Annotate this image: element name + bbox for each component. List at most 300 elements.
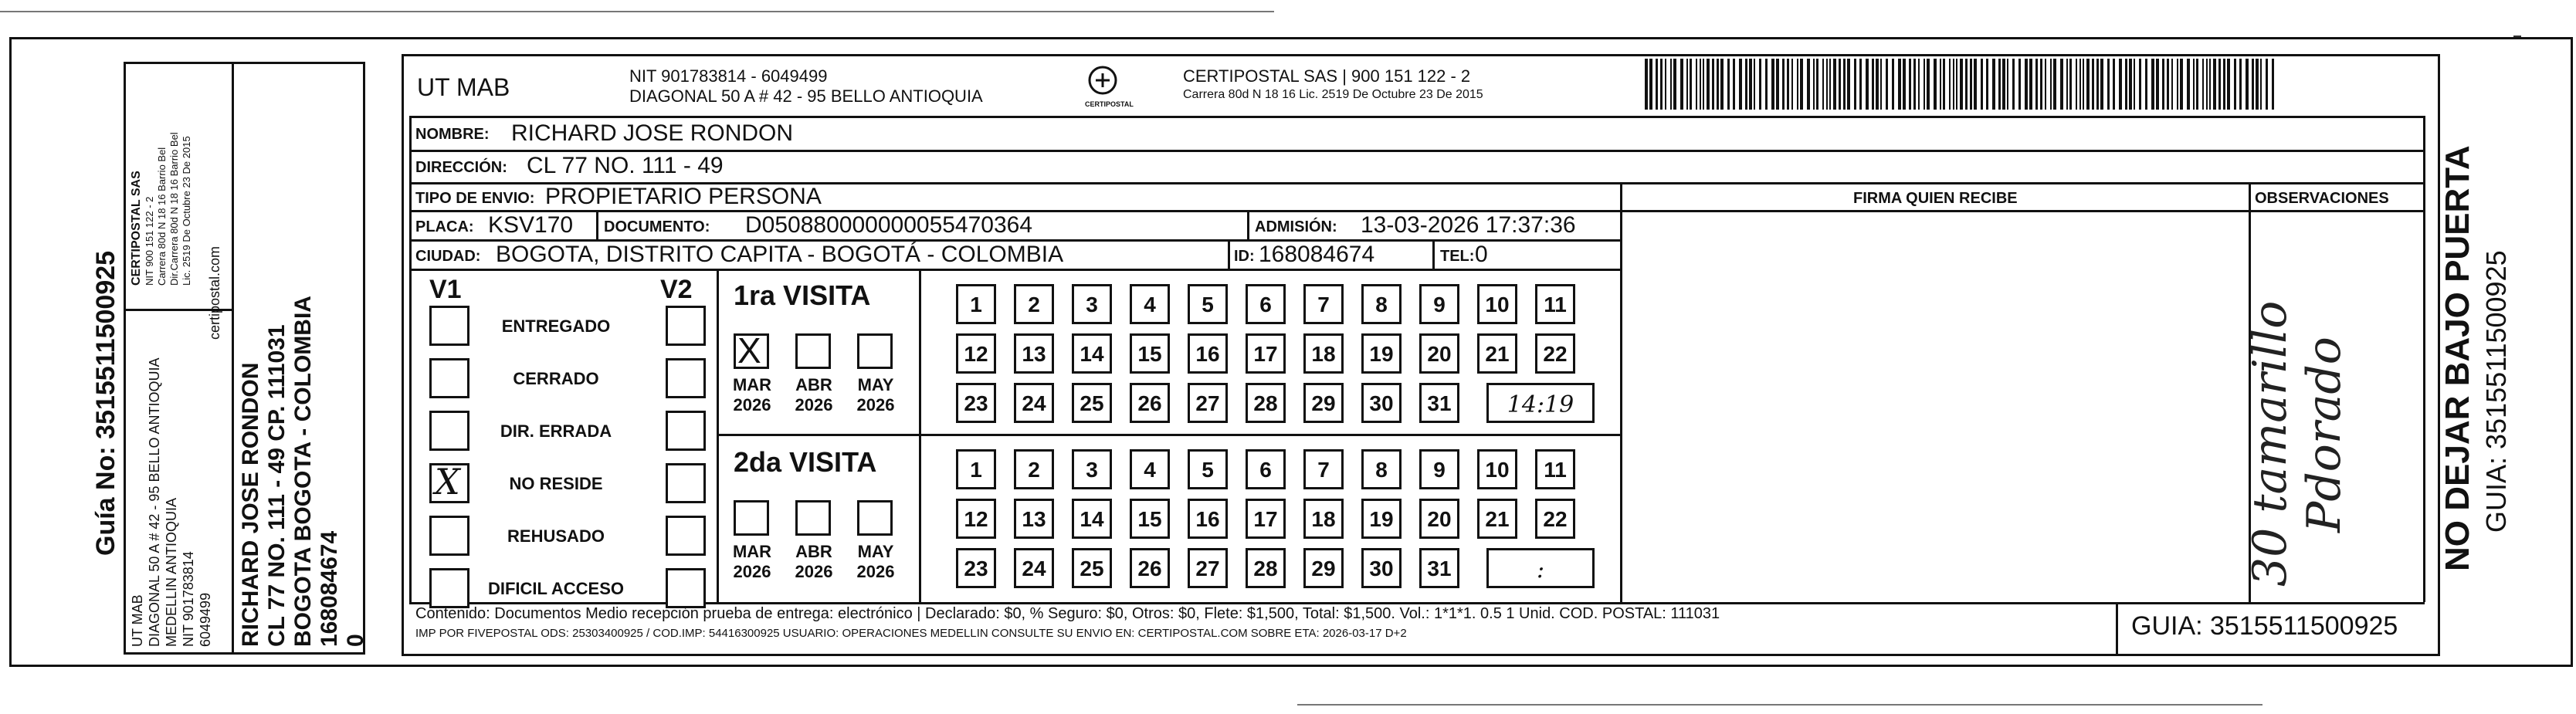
day-number: 13 — [1022, 342, 1046, 366]
header-cp-name: CERTIPOSTAL SAS | 900 151 122 - 2 — [1183, 66, 1471, 86]
year-label: 2026 — [856, 562, 895, 581]
v2-checkbox[interactable] — [666, 358, 706, 398]
barcode-bar — [1703, 59, 1704, 110]
barcode-bar — [2202, 59, 2204, 110]
day-number: 6 — [1259, 458, 1272, 482]
barcode-bar — [1656, 59, 1658, 110]
time-box[interactable] — [1486, 548, 1595, 588]
day-box[interactable] — [1188, 548, 1228, 588]
day-box[interactable] — [1361, 499, 1402, 539]
barcode-bar — [1800, 59, 1803, 110]
month-checkbox[interactable] — [734, 330, 769, 371]
barcode-bar — [1686, 59, 1688, 110]
documento-value: D050880000000055470364 — [745, 212, 1033, 238]
v1-checkbox[interactable] — [429, 411, 469, 451]
stub-divider-1 — [124, 62, 126, 655]
barcode-bar — [2113, 59, 2115, 110]
barcode-bar — [1918, 59, 1920, 110]
month-mark: X — [737, 330, 761, 371]
reason-label: NO RESIDE — [509, 474, 603, 493]
barcode-bar — [2083, 59, 2084, 110]
barcode-bar — [2035, 59, 2038, 110]
day-number: 8 — [1375, 293, 1388, 316]
barcode-bar — [1970, 59, 1972, 110]
barcode-bar — [2139, 59, 2141, 110]
day-number: 31 — [1427, 557, 1452, 580]
day-box[interactable] — [1014, 383, 1054, 423]
observation-handwriting-2: Pdorado — [2297, 337, 2351, 533]
admision-label: ADMISIÓN: — [1255, 218, 1337, 235]
day-box[interactable] — [1130, 383, 1170, 423]
barcode-bar — [1754, 59, 1755, 110]
day-number: 6 — [1259, 293, 1272, 316]
no-dejar-text: NO DEJAR BAJO PUERTA — [2439, 145, 2476, 571]
day-box[interactable] — [1072, 499, 1112, 539]
day-box[interactable] — [1361, 548, 1402, 588]
v2-checkbox[interactable] — [666, 568, 706, 608]
header-nit: NIT 901783814 - 6049499 — [629, 66, 828, 86]
day-box[interactable] — [1361, 284, 1402, 324]
day-box[interactable] — [1014, 548, 1054, 588]
barcode-bar — [1953, 59, 1954, 110]
day-box[interactable] — [1477, 333, 1517, 374]
v2-label: V2 — [660, 275, 693, 304]
day-box[interactable] — [1130, 284, 1170, 324]
barcode-bar — [2260, 59, 2262, 110]
barcode-bar — [2079, 59, 2081, 110]
day-number: 31 — [1427, 391, 1452, 415]
month-checkbox[interactable] — [795, 500, 831, 536]
day-number: 11 — [1544, 293, 1567, 316]
barcode-bar — [2177, 59, 2178, 110]
grid-h6 — [409, 269, 1622, 271]
day-box[interactable] — [1072, 383, 1112, 423]
day-box[interactable] — [1188, 383, 1228, 423]
day-number: 15 — [1137, 342, 1162, 366]
time-box[interactable] — [1486, 383, 1595, 423]
v1-checkbox[interactable] — [429, 463, 469, 503]
guia-bottom: GUIA: 3515511500925 — [2131, 611, 2398, 641]
day-box[interactable] — [1477, 499, 1517, 539]
month-label: MAR — [732, 542, 772, 561]
barcode-bar — [2206, 59, 2208, 110]
barcode-bar — [2096, 59, 2099, 110]
day-box[interactable] — [1072, 449, 1112, 489]
day-number: 2 — [1028, 293, 1040, 316]
barcode-bar — [2156, 59, 2159, 110]
barcode-bar — [2252, 59, 2254, 110]
documento-label: DOCUMENTO: — [604, 218, 710, 235]
barcode-bar — [1859, 59, 1862, 110]
ciudad-value: BOGOTA, DISTRITO CAPITA - BOGOTÁ - COLOMBIA — [496, 242, 1064, 267]
day-number: 16 — [1195, 507, 1220, 531]
contenido-text: Contenido: Documentos Medio recepción prueba de entrega: electrónico | Declarado: $0, % Seguro: $0, Otros: $0, Flete: $1,500, Total: $1,500. Vol.: 1*1*1. 0.5 1 Unid. COD. POSTAL: 111031 — [415, 605, 1720, 622]
day-number: 23 — [964, 557, 988, 580]
firma-label: FIRMA QUIEN RECIBE — [1853, 190, 2018, 207]
barcode-bar — [1898, 59, 1901, 110]
v2-checkbox[interactable] — [666, 463, 706, 503]
admision-value: 13-03-2026 17:37:36 — [1361, 212, 1576, 238]
month-label: MAY — [857, 542, 894, 561]
day-number: 5 — [1202, 293, 1214, 316]
barcode-bar — [2266, 59, 2268, 110]
tel-label: TEL: — [1440, 248, 1475, 265]
day-number: 20 — [1427, 342, 1452, 366]
day-box[interactable] — [1130, 548, 1170, 588]
barcode-bar — [1903, 59, 1906, 110]
month-label: ABR — [795, 375, 832, 394]
day-number: 13 — [1022, 507, 1046, 531]
day-box[interactable] — [1014, 284, 1054, 324]
barcode-bar — [2107, 59, 2110, 110]
stub-divider-2 — [232, 62, 234, 655]
day-box[interactable] — [1419, 383, 1459, 423]
header-cp-address: Carrera 80d N 18 16 Lic. 2519 De Octubre 23 De 2015 — [1183, 88, 1483, 101]
barcode-bar — [1940, 59, 1941, 110]
day-box[interactable] — [1477, 449, 1517, 489]
barcode-bar — [1765, 59, 1768, 110]
day-number: 26 — [1137, 557, 1162, 580]
barcode-bar — [2002, 59, 2005, 110]
day-box[interactable] — [1419, 284, 1459, 324]
barcode-bar — [2134, 59, 2135, 110]
barcode-bar — [1934, 59, 1937, 110]
stub-border-top — [124, 62, 363, 64]
barcode-bar — [1866, 59, 1869, 110]
observaciones-label: OBSERVACIONES — [2255, 190, 2389, 207]
barcode-bar — [1876, 59, 1879, 110]
day-number: 8 — [1375, 458, 1388, 482]
day-box[interactable] — [1246, 548, 1286, 588]
grid-placa-sep — [596, 210, 598, 239]
month-label: MAY — [857, 375, 894, 394]
day-number: 18 — [1311, 342, 1336, 366]
barcode-bar — [2187, 59, 2190, 110]
imp-line: IMP POR FIVEPOSTAL ODS: 25303400925 / COD.IMP: 54416300925 USUARIO: OPERACIONES MEDELLIN CONSULTE SU ENVIO EN: CERTIPOSTAL.COM SOBRE ETA: 2026-03-17 D+2 — [415, 627, 1407, 640]
barcode-bar — [2086, 59, 2090, 110]
day-number: 4 — [1144, 458, 1156, 482]
day-box[interactable] — [1535, 499, 1575, 539]
barcode-bar — [1733, 59, 1735, 110]
month-checkbox[interactable] — [857, 500, 893, 536]
barcode-bar — [2239, 59, 2242, 110]
barcode-bar — [1787, 59, 1789, 110]
barcode-bar — [2045, 59, 2046, 110]
day-box[interactable] — [1246, 284, 1286, 324]
barcode-bar — [2025, 59, 2028, 110]
day-box[interactable] — [1130, 499, 1170, 539]
tel-value: 0 — [1475, 242, 1488, 267]
day-box[interactable] — [1303, 284, 1344, 324]
day-box[interactable] — [1361, 383, 1402, 423]
barcode-bar — [1839, 59, 1841, 110]
day-box[interactable] — [1303, 333, 1344, 374]
barcode-bar — [2076, 59, 2077, 110]
nombre-label: NOMBRE: — [415, 126, 490, 143]
barcode-bar — [2053, 59, 2056, 110]
barcode-bar — [1680, 59, 1683, 110]
day-number: 12 — [964, 507, 988, 531]
barcode-bar — [1981, 59, 1983, 110]
barcode-bar — [1843, 59, 1846, 110]
barcode-bar — [1739, 59, 1742, 110]
barcode-bar — [1872, 59, 1874, 110]
day-number: 12 — [964, 342, 988, 366]
stub-border-bottom — [124, 652, 363, 655]
month-checkbox[interactable] — [795, 333, 831, 369]
barcode-bar — [1660, 59, 1663, 110]
day-box[interactable] — [1303, 499, 1344, 539]
barcode-bar — [1829, 59, 1831, 110]
barcode-bar — [2180, 59, 2183, 110]
v1-label: V1 — [429, 275, 462, 304]
day-number: 9 — [1433, 458, 1446, 482]
barcode-bar — [2218, 59, 2221, 110]
day-box[interactable] — [1303, 383, 1344, 423]
day-box[interactable] — [1188, 499, 1228, 539]
barcode-bar — [1909, 59, 1911, 110]
barcode-bar — [2196, 59, 2198, 110]
barcode-bar — [1771, 59, 1774, 110]
month-checkbox[interactable] — [734, 500, 769, 536]
day-number: 17 — [1253, 507, 1278, 531]
barcode-bar — [1649, 59, 1652, 110]
barcode-bar — [1700, 59, 1701, 110]
day-number: 14 — [1080, 342, 1104, 366]
reason-label: CERRADO — [513, 369, 599, 388]
grid-left — [409, 116, 412, 602]
time-value: 14:19 — [1507, 391, 1574, 418]
grid-bottom — [409, 602, 2425, 604]
day-box[interactable] — [1535, 449, 1575, 489]
footer-guia-sep — [2116, 602, 2118, 656]
day-box[interactable] — [1188, 284, 1228, 324]
barcode-bar — [2171, 59, 2173, 110]
ciudad-label: CIUDAD: — [415, 248, 481, 265]
barcode-bar — [2092, 59, 2094, 110]
barcode-bar — [1992, 59, 1995, 110]
day-number: 24 — [1022, 391, 1046, 415]
month-label: ABR — [795, 542, 832, 561]
barcode-bar — [2272, 59, 2274, 110]
certipostal-logo-icon — [1085, 65, 1120, 100]
day-box[interactable] — [1130, 333, 1170, 374]
day-number: 22 — [1543, 342, 1568, 366]
barcode-bar — [2223, 59, 2225, 110]
day-box[interactable] — [1419, 333, 1459, 374]
barcode-bar — [2151, 59, 2154, 110]
checkbox-mark: X — [435, 461, 460, 503]
reason-label: REHUSADO — [507, 526, 605, 546]
day-number: 1 — [970, 293, 982, 316]
day-number: 7 — [1317, 458, 1330, 482]
certipostal-web: certipostal.com — [207, 245, 222, 340]
tipo-envio-value: PROPIETARIO PERSONA — [545, 184, 822, 209]
day-number: 14 — [1080, 507, 1104, 531]
v2-checkbox[interactable] — [666, 306, 706, 346]
day-box[interactable] — [1477, 284, 1517, 324]
grid-admision-sep — [1247, 210, 1249, 239]
barcode-bar — [2213, 59, 2216, 110]
guia-number-vertical: Guía No: 3515511500925 — [91, 250, 120, 556]
day-box[interactable] — [956, 383, 996, 423]
barcode-bar — [2256, 59, 2259, 110]
year-label: 2026 — [733, 395, 771, 415]
day-box[interactable] — [1419, 548, 1459, 588]
barcode-bar — [1759, 59, 1761, 110]
day-box[interactable] — [1361, 449, 1402, 489]
direccion-value: CL 77 NO. 111 - 49 — [527, 153, 724, 178]
day-box[interactable] — [1014, 333, 1054, 374]
day-box[interactable] — [1535, 333, 1575, 374]
barcode-bar — [2162, 59, 2164, 110]
barcode-bar — [2145, 59, 2147, 110]
barcode-bar — [1822, 59, 1824, 110]
day-box[interactable] — [1188, 333, 1228, 374]
day-number: 2 — [1028, 458, 1040, 482]
observation-handwriting-1: 30 tamarillo — [2243, 300, 2297, 587]
direccion-label: DIRECCIÓN: — [415, 159, 507, 176]
day-number: 25 — [1080, 557, 1104, 580]
barcode-bar — [1673, 59, 1676, 110]
day-number: 29 — [1311, 557, 1336, 580]
day-number: 19 — [1369, 342, 1394, 366]
day-number: 25 — [1080, 391, 1104, 415]
barcode-bar — [2227, 59, 2230, 110]
barcode-bar — [1960, 59, 1963, 110]
grid-h2 — [409, 150, 2425, 152]
v2-checkbox[interactable] — [666, 516, 706, 556]
id-value: 168084674 — [1259, 242, 1375, 267]
day-box[interactable] — [1419, 499, 1459, 539]
day-box[interactable] — [1130, 449, 1170, 489]
barcode-bar — [1965, 59, 1968, 110]
v1-checkbox[interactable] — [429, 306, 469, 346]
barcode-bar — [2007, 59, 2008, 110]
barcode-bar — [1745, 59, 1747, 110]
barcode-bar — [1712, 59, 1714, 110]
barcode — [1645, 59, 2278, 110]
barcode-bar — [1645, 59, 1648, 110]
day-number: 18 — [1311, 507, 1336, 531]
day-box[interactable] — [1246, 383, 1286, 423]
day-number: 23 — [964, 391, 988, 415]
day-number: 11 — [1544, 458, 1567, 482]
v1-checkbox[interactable] — [429, 516, 469, 556]
grid-obs-right — [2423, 182, 2425, 602]
year-label: 2026 — [733, 562, 771, 581]
barcode-bar — [1696, 59, 1697, 110]
barcode-bar — [2209, 59, 2211, 110]
year-label: 2026 — [795, 395, 833, 415]
day-number: 28 — [1253, 391, 1278, 415]
day-number: 20 — [1427, 507, 1452, 531]
barcode-bar — [1924, 59, 1925, 110]
day-box[interactable] — [1246, 499, 1286, 539]
barcode-bar — [1749, 59, 1752, 110]
day-box[interactable] — [1303, 548, 1344, 588]
barcode-bar — [2119, 59, 2122, 110]
day-number: 5 — [1202, 458, 1214, 482]
day-box[interactable] — [1072, 284, 1112, 324]
visit1-label: 1ra VISITA — [734, 279, 871, 311]
day-number: 22 — [1543, 507, 1568, 531]
barcode-bar — [1807, 59, 1810, 110]
day-box[interactable] — [1361, 333, 1402, 374]
day-box[interactable] — [1014, 449, 1054, 489]
day-box[interactable] — [1303, 449, 1344, 489]
day-number: 30 — [1369, 557, 1394, 580]
day-box[interactable] — [1014, 499, 1054, 539]
v1-checkbox[interactable] — [429, 568, 469, 608]
barcode-bar — [2040, 59, 2042, 110]
day-box[interactable] — [956, 449, 996, 489]
v1-checkbox[interactable] — [429, 358, 469, 398]
day-box[interactable] — [1419, 449, 1459, 489]
day-box[interactable] — [956, 333, 996, 374]
day-number: 9 — [1433, 293, 1446, 316]
day-number: 16 — [1195, 342, 1220, 366]
year-label: 2026 — [795, 562, 833, 581]
day-box[interactable] — [1246, 333, 1286, 374]
day-box[interactable] — [1072, 548, 1112, 588]
barcode-bar — [1720, 59, 1724, 110]
month-label: MAR — [732, 375, 772, 394]
barcode-bar — [2193, 59, 2195, 110]
barcode-bar — [2234, 59, 2236, 110]
barcode-bar — [1690, 59, 1692, 110]
grid-tel-sep — [1432, 239, 1435, 269]
barcode-bar — [1949, 59, 1951, 110]
barcode-bar — [1833, 59, 1836, 110]
reason-label: DIFICIL ACCESO — [487, 579, 624, 598]
day-number: 15 — [1137, 507, 1162, 531]
day-number: 21 — [1485, 507, 1510, 531]
day-box[interactable] — [1246, 449, 1286, 489]
day-box[interactable] — [1188, 449, 1228, 489]
scan-edge-bottom — [1297, 704, 2262, 706]
barcode-bar — [2066, 59, 2068, 110]
barcode-bar — [2069, 59, 2072, 110]
day-number: 27 — [1195, 391, 1220, 415]
barcode-bar — [1797, 59, 1798, 110]
day-number: 24 — [1022, 557, 1046, 580]
day-number: 26 — [1137, 391, 1162, 415]
v2-checkbox[interactable] — [666, 411, 706, 451]
barcode-bar — [1816, 59, 1818, 110]
barcode-bar — [2050, 59, 2052, 110]
visit-days-divider — [919, 269, 921, 602]
day-number: 29 — [1311, 391, 1336, 415]
day-box[interactable] — [1072, 333, 1112, 374]
day-box[interactable] — [956, 499, 996, 539]
scan-mark — [2513, 28, 2521, 37]
day-box[interactable] — [956, 284, 996, 324]
barcode-bar — [2125, 59, 2127, 110]
barcode-bar — [1727, 59, 1730, 110]
barcode-bar — [2167, 59, 2169, 110]
reason-label: ENTREGADO — [501, 316, 611, 336]
placa-value: KSV170 — [488, 212, 574, 238]
barcode-bar — [1986, 59, 1988, 110]
day-box[interactable] — [1535, 284, 1575, 324]
barcode-bar — [1847, 59, 1850, 110]
visit-divider-h — [717, 434, 1622, 436]
day-box[interactable] — [956, 548, 996, 588]
grid-id-sep — [1228, 239, 1230, 269]
barcode-bar — [2100, 59, 2103, 110]
month-checkbox[interactable] — [857, 333, 893, 369]
